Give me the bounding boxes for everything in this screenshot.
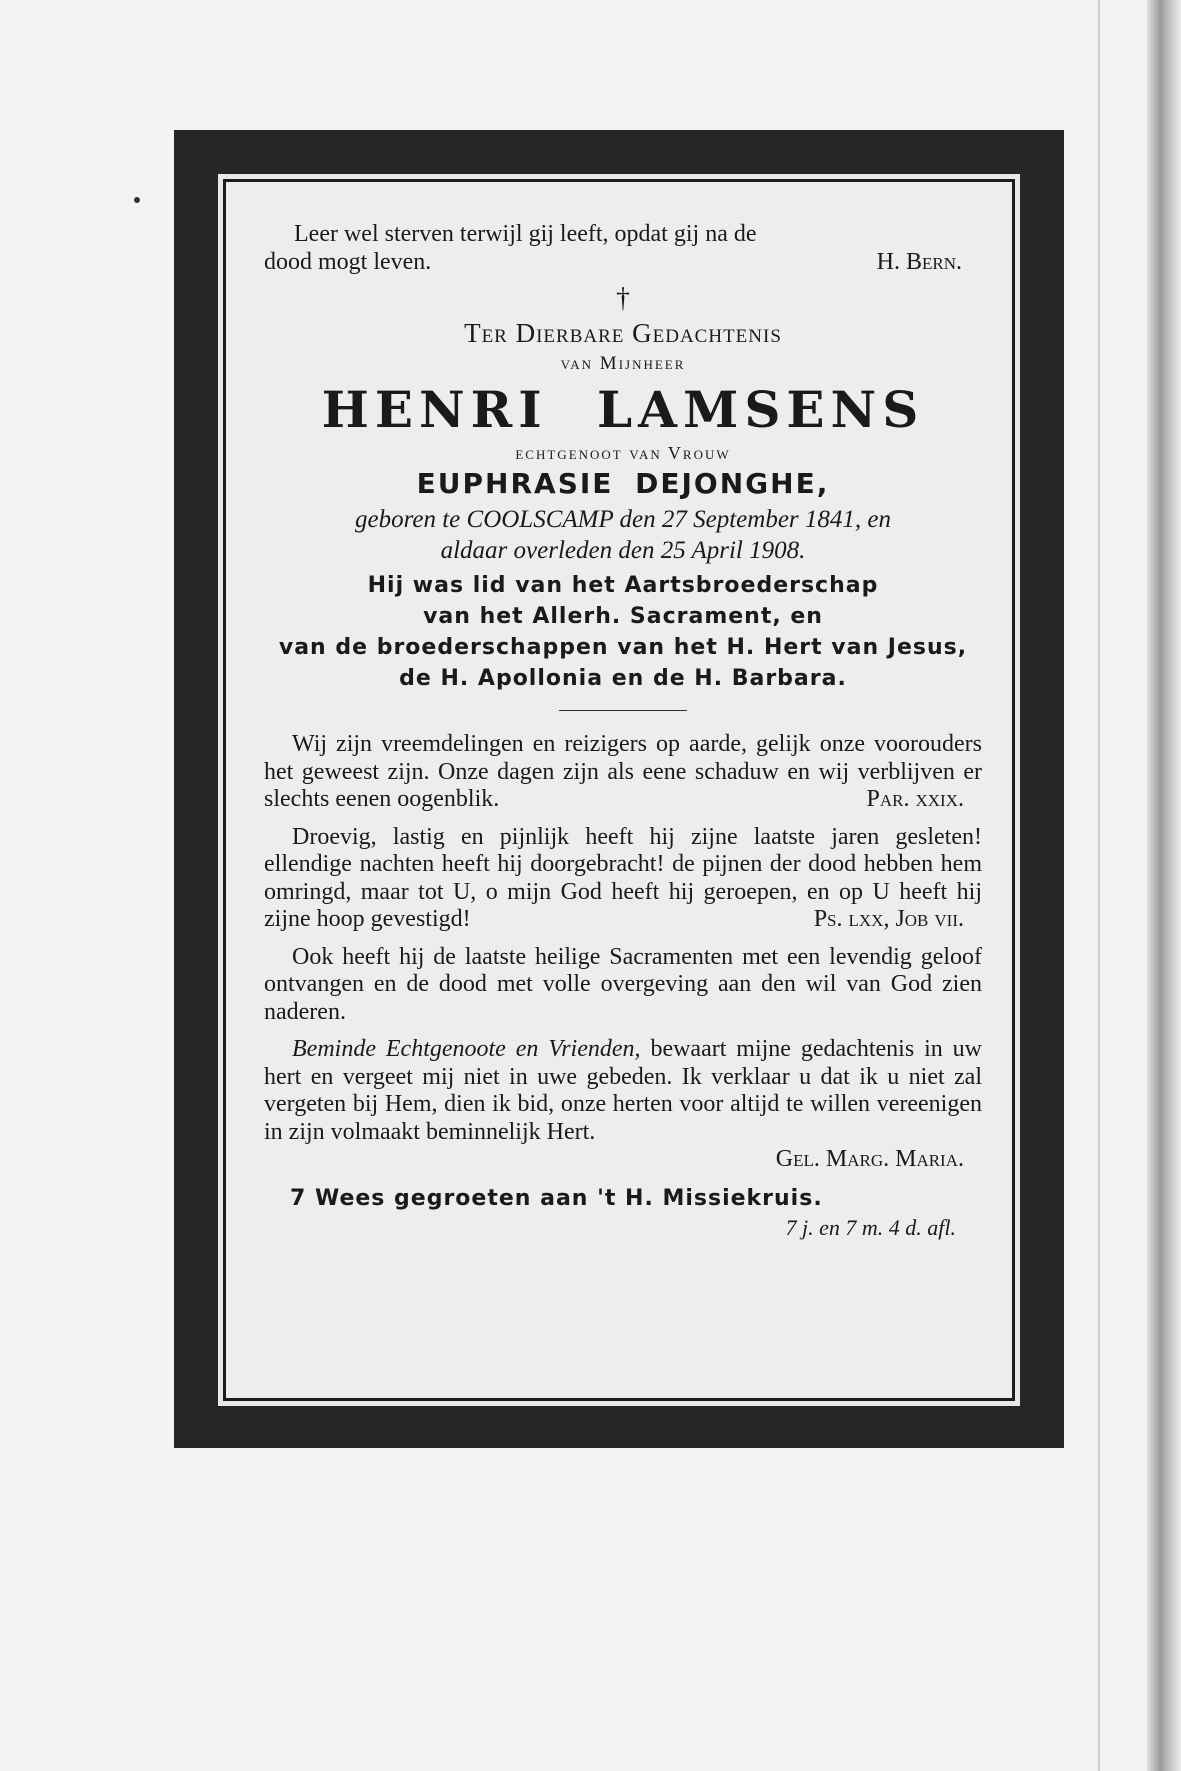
paragraph-1 bbox=[264, 731, 982, 814]
memorial-card bbox=[174, 130, 1064, 1448]
memorial-card-inner bbox=[218, 174, 1020, 1406]
van-mijnheer: van Mijnheer bbox=[560, 353, 686, 374]
motto bbox=[264, 220, 982, 276]
paragraph-3 bbox=[264, 944, 982, 1027]
motto-line-2: dood mogt leven. bbox=[264, 249, 432, 275]
birth-line-1: geboren te COOLSCAMP den 27 September 1841, en bbox=[354, 506, 892, 533]
memorial-card-frame bbox=[223, 179, 1015, 1401]
paragraph-text: Ook heeft hij de laatste heilige Sacramenten met een levendig geloof ontvangen en de dood met volle overgeving aan den wil van God zien naderen. bbox=[264, 943, 982, 1025]
motto-line-2-row bbox=[264, 248, 982, 276]
paragraph-text: Droevig, lastig en pijnlijk heeft hij zijne laatste jaren gesleten! ellendige nachten heeft hij doorgebracht! de pijnen der dood hebben hem omringd, maar tot U, o mijn God heeft hij geroepen, en op U heeft hij zijne hoop gevestigd! bbox=[264, 823, 982, 932]
membership-line: van de broederschappen van het H. Hert van Jesus, bbox=[278, 635, 968, 660]
divider bbox=[559, 710, 687, 711]
final-text: bewaart mijne gedachtenis in uw hert en vergeet mij niet in uwe gebeden. Ik verklaar u dat ik u niet zal vergeten bij Hem, dien ik bid, onze herten voor altijd te willen vereenigen in zijn volmaakt beminnelijk Hert. bbox=[264, 1036, 982, 1145]
paragraph-2 bbox=[264, 824, 982, 934]
indulgence: 7 j. en 7 m. 4 d. afl. bbox=[785, 1214, 956, 1240]
final-address: Beminde Echtgenoote en Vrienden, bbox=[292, 1036, 641, 1062]
membership-block bbox=[264, 570, 982, 694]
final-reference: Gel. Marg. Maria. bbox=[775, 1146, 964, 1172]
deceased-name: HENRI LAMSENS bbox=[321, 380, 925, 439]
motto-reference: H. Bern. bbox=[876, 249, 962, 275]
motto-line-1: Leer wel sterven terwijl gij leeft, opdat gij na de bbox=[294, 221, 757, 247]
membership-line: van het Allerh. Sacrament, en bbox=[423, 604, 823, 629]
page-scan-edge bbox=[1147, 0, 1181, 1771]
birth-death-info bbox=[264, 504, 982, 566]
prayer-line: 7 Wees gegroeten aan 't H. Missiekruis. bbox=[290, 1185, 823, 1211]
membership-line: Hij was lid van het Aartsbroederschap bbox=[367, 573, 879, 598]
birth-line-2: aldaar overleden den 25 April 1908. bbox=[440, 537, 806, 564]
membership-line: de H. Apollonia en de H. Barbara. bbox=[399, 666, 847, 691]
paragraph-reference: Par. xxix. bbox=[866, 786, 964, 812]
spouse-label: echtgenoot van Vrouw bbox=[515, 443, 731, 463]
paragraph-reference: Ps. lxx, Job vii. bbox=[813, 906, 964, 932]
final-paragraph bbox=[264, 1036, 982, 1174]
cross-icon: † bbox=[616, 283, 630, 314]
spouse-name: EUPHRASIE DEJONGHE, bbox=[416, 467, 830, 500]
paragraph-text: Wij zijn vreemdelingen en reizigers op aarde, gelijk onze voorouders het geweest zijn. Onze dagen zijn als eene schaduw en wij verblijven er slechts eenen oogenblik. bbox=[264, 731, 982, 812]
dedication-heading: Ter Dierbare Gedachtenis bbox=[464, 318, 782, 348]
page-fold-line bbox=[1098, 0, 1100, 1771]
ink-dot bbox=[134, 197, 140, 203]
